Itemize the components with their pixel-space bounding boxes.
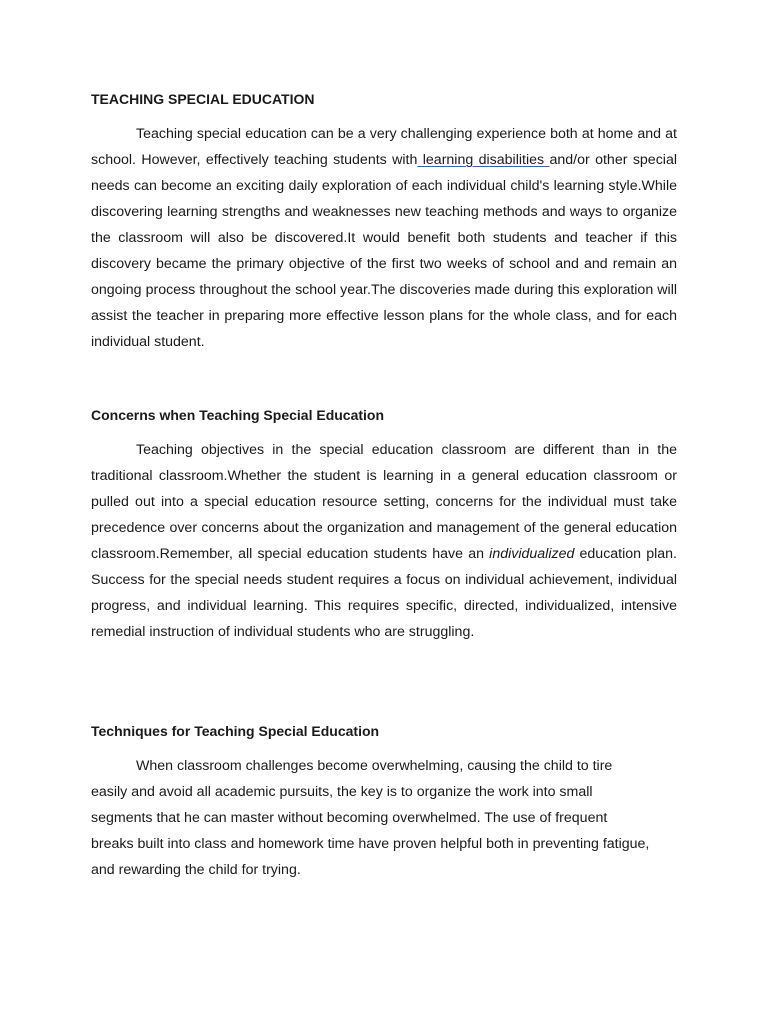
concerns-paragraph bbox=[91, 437, 677, 645]
intro-text-part2: and/or other special needs can become an exciting daily exploration of each individual child's learning style.While discovering learning strengths and weaknesses new teaching methods and ways to organize the classroom will also be discovered.It would benefit both students and teacher if this discovery became the primary objective of the first two weeks of school and and remain an ongoing process throughout the school year.The discoveries made during this exploration will assist the teacher in preparing more effective lesson plans for the whole class, and for each individual student. bbox=[91, 152, 677, 350]
intro-text-part1: Teaching special education can be a very challenging experience both at home and at school. However, effectively teaching students with bbox=[91, 126, 677, 168]
concerns-text-part1: Teaching objectives in the special education classroom are different than in the traditional classroom.Whether the student is learning in a general education classroom or pulled out into a special education resource setting, concerns for the individual must take precedence over concerns about the organization and management of the general education classroom.Remember, all special education students have an bbox=[91, 442, 677, 562]
learning-disabilities-link[interactable]: learning disabilities bbox=[417, 152, 550, 168]
intro-paragraph bbox=[91, 121, 677, 355]
individualized-emphasis: individualized bbox=[489, 546, 575, 562]
concerns-heading: Concerns when Teaching Special Education bbox=[91, 407, 385, 423]
techniques-heading: Techniques for Teaching Special Education bbox=[91, 723, 380, 739]
concerns-text-part2: education plan. Success for the special needs student requires a focus on individual achievement, individual progress, and individual learning. This requires specific, directed, individualized, intensive remedial instruction of individual students who are struggling. bbox=[91, 546, 677, 640]
techniques-paragraph: When classroom challenges become overwhelming, causing the child to tire easily and avoid all academic pursuits, the key is to organize the work into small segments that he can master without becoming overwhelmed. The use of frequent breaks built into class and homework time have proven helpful both in preventing fatigue, and rewarding the child for trying. bbox=[91, 758, 650, 878]
document-title: TEACHING SPECIAL EDUCATION bbox=[91, 91, 315, 107]
